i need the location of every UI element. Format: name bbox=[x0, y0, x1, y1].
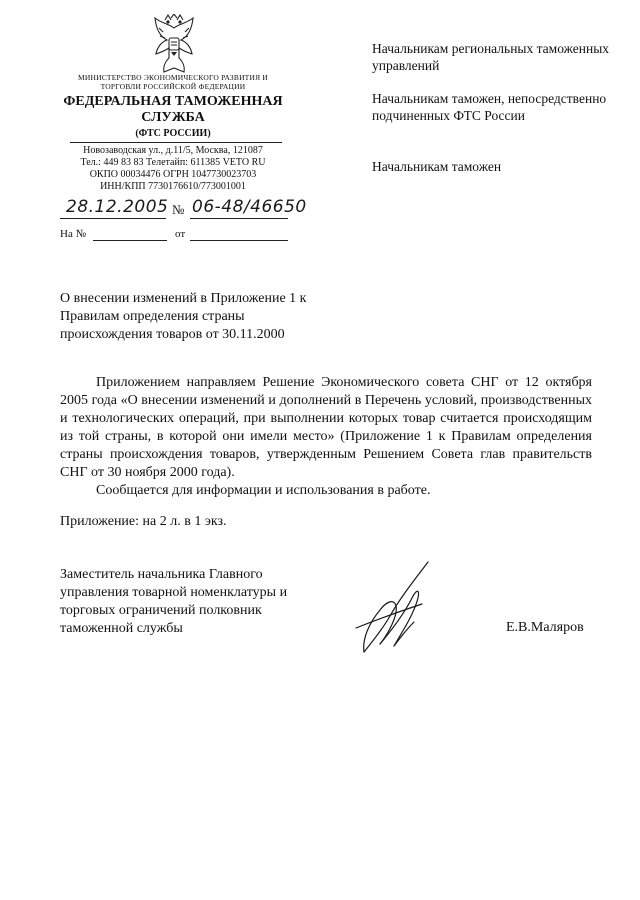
letter-subject: О внесении изменений в Приложение 1 к Правилам определения страны происхождения товаров от 30.11.2000 bbox=[60, 291, 307, 342]
ref-number-underline bbox=[93, 240, 167, 241]
body-paragraph: Сообщается для информации и использования в работе. bbox=[96, 483, 431, 498]
agency-name: ФЕДЕРАЛЬНАЯ ТАМОЖЕННАЯ СЛУЖБА bbox=[63, 94, 283, 125]
coat-of-arms-emblem bbox=[147, 14, 201, 76]
ministry-name: МИНИСТЕРСТВО ЭКОНОМИЧЕСКОГО РАЗВИТИЯ И ТОРГОВЛИ РОССИЙСКОЙ ФЕДЕРАЦИИ bbox=[78, 73, 268, 91]
addressee-regional-departments: Начальникам региональных таможенных управлений bbox=[372, 41, 610, 73]
ref-date-label: от bbox=[175, 228, 186, 240]
address-line: Новозаводская ул., д.11/5, Москва, 121087 bbox=[83, 145, 263, 156]
body-paragraph: Приложением направляем Решение Экономического совета СНГ от 12 октября 2005 года «О внесении изменений и дополнений в Перечень условий, производственных и технологических операций, при выполнении которых товар считается происходящим из той страны, в которой они имели место» (Приложение 1 к Правилам определения страны происхождения товаров, утвержденным Решением Совета глав правительств СНГ от 30 ноября 2000 года). bbox=[60, 375, 592, 480]
number-sign: № bbox=[172, 202, 185, 217]
number-underline bbox=[190, 218, 288, 219]
ref-date-underline bbox=[190, 240, 288, 241]
phone-line: Тел.: 449 83 83 Телетайп: 611385 VETO RU bbox=[80, 157, 266, 168]
agency-short-name: (ФТС РОССИИ) bbox=[135, 128, 211, 139]
contact-block bbox=[60, 145, 286, 193]
handwritten-number: 06-48/46650 bbox=[192, 197, 307, 217]
handwritten-date: 28.12.2005 bbox=[66, 197, 169, 217]
letter-body bbox=[60, 374, 592, 500]
attachment-note: Приложение: на 2 л. в 1 экз. bbox=[60, 514, 227, 529]
inn-line: ИНН/КПП 7730176610/773001001 bbox=[100, 181, 246, 192]
codes-line: ОКПО 00034476 ОГРН 1047730023703 bbox=[89, 169, 257, 180]
addressee-customs-directly-subordinate: Начальникам таможен, непосредственно подчиненных ФТС России bbox=[372, 91, 607, 123]
ref-number-label: На № bbox=[60, 228, 87, 240]
addressee-customs: Начальникам таможен bbox=[372, 159, 502, 174]
signatory-position: Заместитель начальника Главного управления товарной номенклатуры и торговых ограничений полковник таможенной службы bbox=[60, 567, 288, 636]
signatory-name: Е.В.Маляров bbox=[506, 620, 584, 635]
header-divider bbox=[70, 142, 282, 143]
handwritten-signature bbox=[350, 558, 440, 658]
date-underline bbox=[60, 218, 166, 219]
